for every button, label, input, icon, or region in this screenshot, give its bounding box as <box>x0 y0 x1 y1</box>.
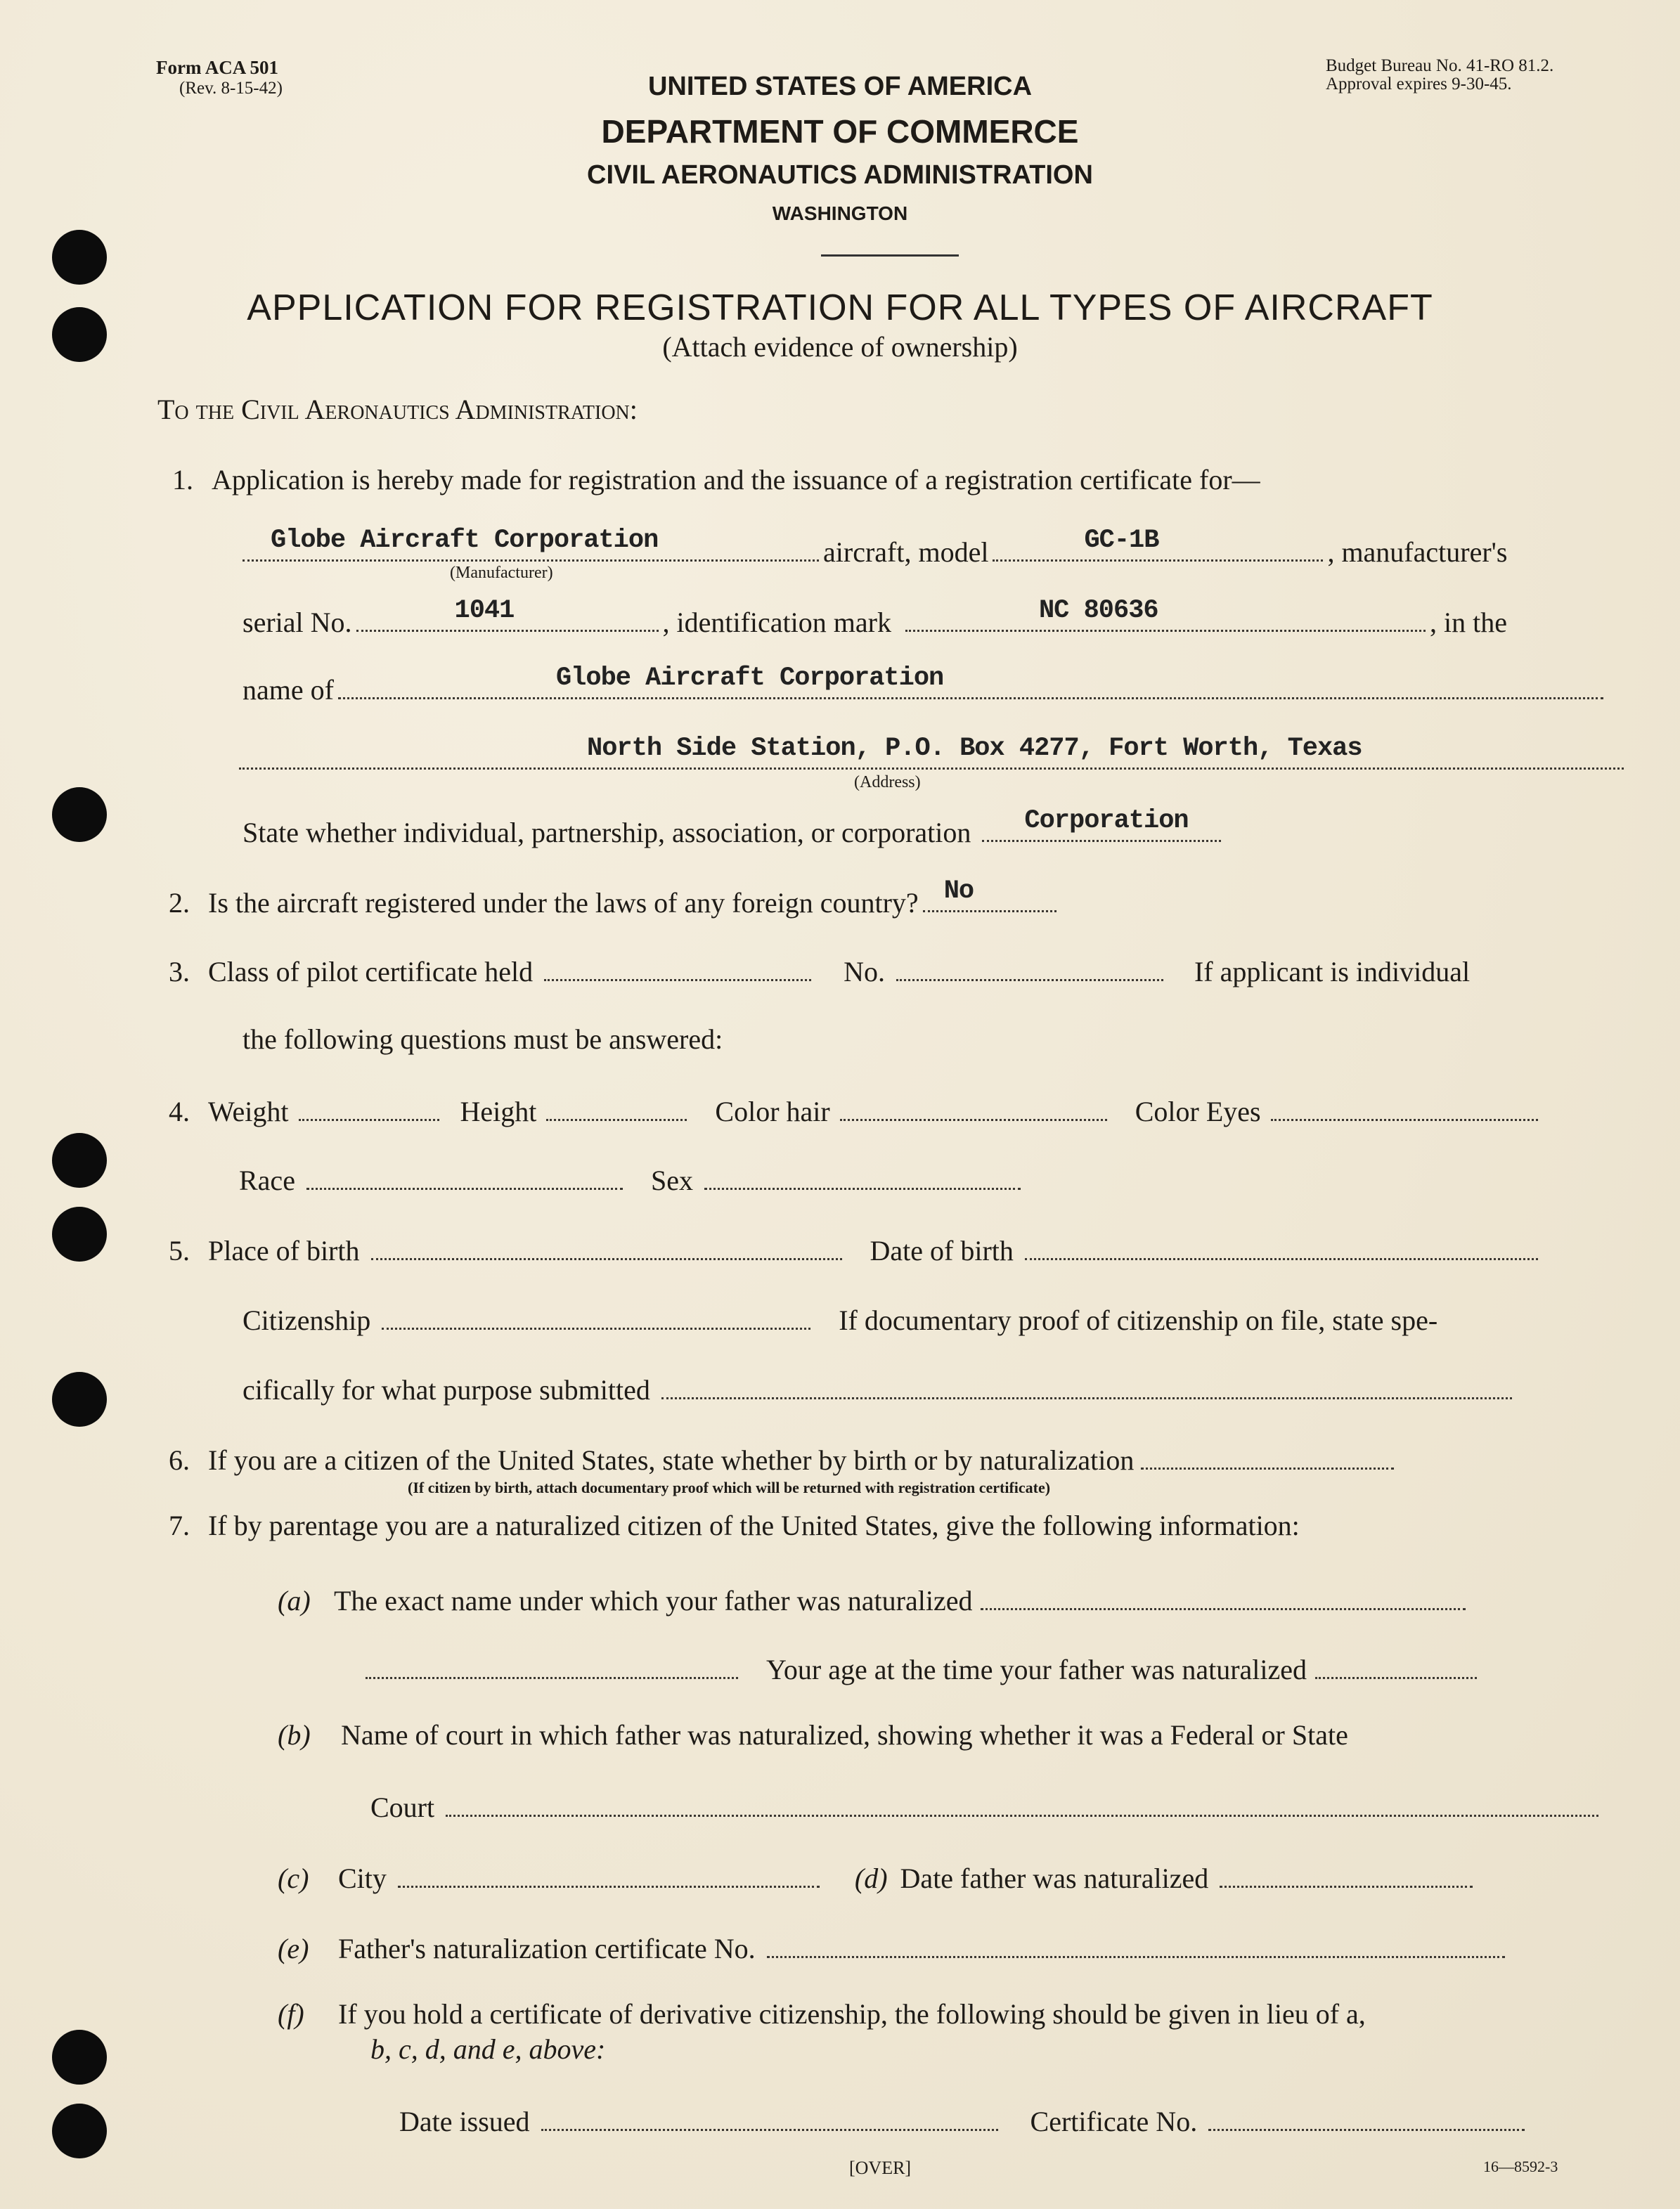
race-field[interactable] <box>306 1160 623 1190</box>
entity-type-field[interactable] <box>982 806 1221 842</box>
budget-bureau-no: Budget Bureau No. 41-RO 81.2. <box>1326 56 1554 75</box>
q6-note: (If citizen by birth, attach documentary proof which will be returned with registration certificate) <box>408 1479 1051 1496</box>
certificate-no-field[interactable] <box>1208 2101 1525 2131</box>
q2-number: 2. <box>169 887 190 919</box>
ident-value: NC 80636 <box>1038 596 1158 626</box>
approval-expires: Approval expires 9-30-45. <box>1326 75 1512 93</box>
q7c-text: City <box>338 1863 387 1894</box>
q7a-age-label: Your age at the time your father was naturalized <box>766 1654 1307 1685</box>
form-revision: (Rev. 8-15-42) <box>179 79 283 98</box>
header-country: UNITED STATES OF AMERICA <box>647 72 1033 101</box>
color-eyes-field[interactable] <box>1271 1091 1538 1121</box>
q7b-court-label: Court <box>370 1792 435 1823</box>
if-individual-label: If applicant is individual <box>1194 956 1471 987</box>
color-eyes-label: Color Eyes <box>1135 1096 1261 1127</box>
q7-text: If by parentage you are a naturalized citizen of the United States, give the following information: <box>208 1510 1300 1541</box>
over-note: [OVER] <box>849 2158 912 2178</box>
entity-type-label: State whether individual, partnership, association, or corporation <box>243 817 971 848</box>
proof-purpose-field[interactable] <box>661 1369 1512 1399</box>
q7b-text: Name of court in which father was naturalized, showing whether it was a Federal or State <box>341 1719 1348 1751</box>
q1-number: 1. <box>172 464 193 495</box>
pilot-no-field[interactable] <box>896 951 1163 981</box>
address-caption: (Address) <box>854 773 921 791</box>
model-value: GC-1B <box>1084 526 1159 555</box>
form-id: Form ACA 501 <box>156 57 278 78</box>
punch-hole <box>52 230 107 285</box>
form-subtitle: (Attach evidence of ownership) <box>662 331 1018 363</box>
salutation: To the Civil Aeronautics Administration: <box>157 394 638 425</box>
header-divider <box>821 254 959 257</box>
q7-number: 7. <box>169 1510 190 1541</box>
q7c-label: (c) <box>278 1863 309 1894</box>
citizenship-field[interactable] <box>382 1300 810 1330</box>
serial-value: 1041 <box>454 596 515 626</box>
place-of-birth-label: Place of birth <box>208 1235 360 1267</box>
q7e-label: (e) <box>278 1933 309 1964</box>
address-value: North Side Station, P.O. Box 4277, Fort Worth, Texas <box>587 734 1362 763</box>
citizenship-label: Citizenship <box>243 1304 371 1336</box>
address-field[interactable] <box>239 734 1624 770</box>
print-code: 16—8592-3 <box>1483 2158 1558 2175</box>
certificate-no-label: Certificate No. <box>1030 2106 1198 2137</box>
q7f-text-continued: b, c, d, and e, above: <box>370 2033 606 2065</box>
q7a-text: The exact name under which your father was naturalized <box>334 1585 973 1617</box>
punch-hole <box>52 787 107 842</box>
manufacturers-label: , manufacturer's <box>1327 536 1508 568</box>
manufacturer-caption: (Manufacturer) <box>450 564 553 582</box>
q7a-label: (a) <box>278 1585 311 1617</box>
citizen-by-field[interactable] <box>1141 1439 1394 1470</box>
following-questions-label: the following questions must be answered: <box>243 1023 723 1055</box>
pilot-class-label: Class of pilot certificate held <box>208 956 534 987</box>
q7b-label: (b) <box>278 1719 311 1751</box>
q4-number: 4. <box>169 1096 190 1127</box>
name-field[interactable] <box>338 663 1603 699</box>
foreign-registration-field[interactable] <box>923 876 1057 912</box>
weight-field[interactable] <box>299 1091 439 1121</box>
pilot-class-field[interactable] <box>544 951 811 981</box>
q7f-label: (f) <box>278 1998 304 2030</box>
color-hair-label: Color hair <box>715 1096 830 1127</box>
naturalization-date-field[interactable] <box>1220 1858 1473 1888</box>
foreign-registration-value: No <box>943 876 974 906</box>
form-title: APPLICATION FOR REGISTRATION FOR ALL TYPES OF AIRCRAFT <box>247 287 1433 328</box>
q7f-text: If you hold a certificate of derivative citizenship, the following should be given in lieu of a, <box>338 1998 1366 2030</box>
serial-field[interactable] <box>356 596 659 632</box>
city-field[interactable] <box>398 1858 820 1888</box>
punch-hole <box>52 1133 107 1188</box>
pilot-no-label: No. <box>844 956 885 987</box>
q1-text: Application is hereby made for registration and the issuance of a registration certificate for— <box>212 464 1260 495</box>
q7d-text: Date father was naturalized <box>900 1863 1209 1894</box>
proof-label-continued: cifically for what purpose submitted <box>243 1374 650 1406</box>
weight-label: Weight <box>208 1096 289 1127</box>
punch-hole <box>52 2104 107 2158</box>
q5-number: 5. <box>169 1235 190 1267</box>
q6-number: 6. <box>169 1444 190 1476</box>
aircraft-model-label: aircraft, model <box>823 536 989 568</box>
age-field[interactable] <box>1315 1649 1477 1679</box>
color-hair-field[interactable] <box>840 1091 1107 1121</box>
date-issued-label: Date issued <box>399 2106 530 2137</box>
in-the-label: , in the <box>1429 607 1507 638</box>
entity-type-value: Corporation <box>1024 806 1189 836</box>
model-field[interactable] <box>993 526 1323 562</box>
sex-label: Sex <box>650 1165 693 1196</box>
name-value: Globe Aircraft Corporation <box>555 663 944 693</box>
manufacturer-value: Globe Aircraft Corporation <box>271 526 659 555</box>
q7e-text: Father's naturalization certificate No. <box>338 1933 756 1964</box>
father-name-field[interactable] <box>981 1580 1466 1610</box>
q3-number: 3. <box>169 956 190 987</box>
height-label: Height <box>460 1096 537 1127</box>
header-department: DEPARTMENT OF COMMERCE <box>601 113 1079 150</box>
q6-text: If you are a citizen of the United States, state whether by birth or by naturalization <box>208 1444 1135 1476</box>
punch-hole <box>52 1207 107 1262</box>
naturalization-certificate-field[interactable] <box>767 1928 1505 1958</box>
race-label: Race <box>239 1165 295 1196</box>
proof-label: If documentary proof of citizenship on file, state spe- <box>839 1304 1438 1336</box>
manufacturer-field[interactable] <box>243 526 819 562</box>
name-of-label: name of <box>243 674 334 706</box>
height-field[interactable] <box>546 1091 687 1121</box>
punch-hole <box>52 2030 107 2085</box>
header-administration: CIVIL AERONAUTICS ADMINISTRATION <box>587 160 1093 190</box>
header-city: WASHINGTON <box>772 202 908 224</box>
sex-field[interactable] <box>704 1160 1021 1190</box>
date-of-birth-label: Date of birth <box>870 1235 1014 1267</box>
ident-field[interactable] <box>905 596 1426 632</box>
punch-hole <box>52 1372 107 1427</box>
date-of-birth-field[interactable] <box>1025 1230 1538 1260</box>
serial-label: serial No. <box>243 607 352 638</box>
father-name-field-continued[interactable] <box>366 1649 738 1679</box>
ident-label: , identification mark <box>662 607 891 638</box>
date-issued-field[interactable] <box>541 2101 998 2131</box>
court-field[interactable] <box>446 1787 1598 1817</box>
q2-text: Is the aircraft registered under the laws of any foreign country? <box>208 887 919 919</box>
place-of-birth-field[interactable] <box>371 1230 842 1260</box>
q7d-label: (d) <box>854 1863 888 1894</box>
